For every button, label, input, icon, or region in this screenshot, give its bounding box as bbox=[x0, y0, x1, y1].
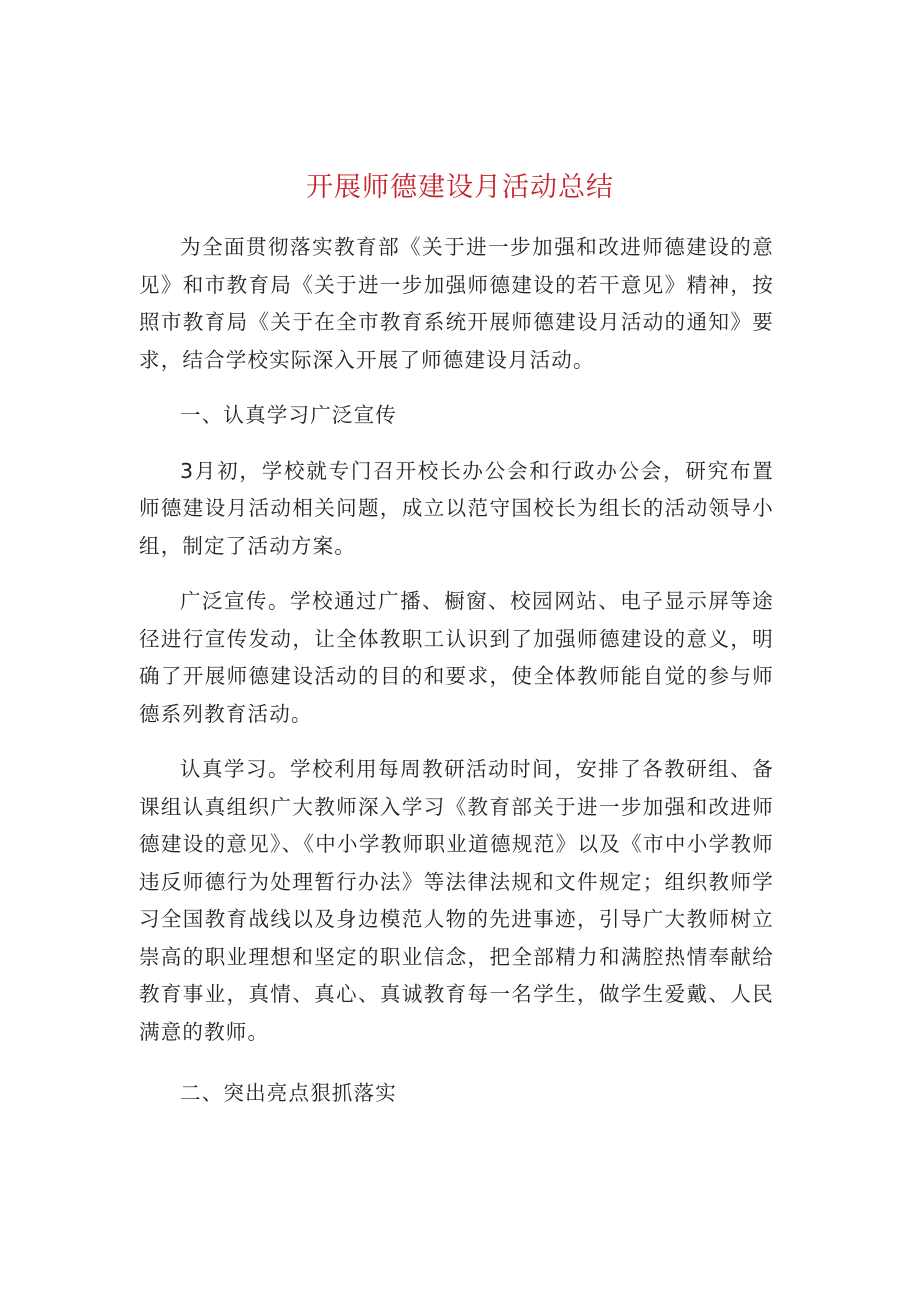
intro-paragraph: 为全面贯彻落实教育部《关于进一步加强和改进师德建设的意见》和市教育局《关于进一步加强师德建设的若干意见》精神，按照市教育局《关于在全市教育系统开展师德建设月活动的通知》要求，结合学校实际深入开展了师德建设月活动。 bbox=[139, 235, 774, 372]
section-heading-2: 二、突出亮点狠抓落实 bbox=[180, 1081, 397, 1105]
section-heading-1: 一、认真学习广泛宣传 bbox=[180, 403, 397, 427]
document-body bbox=[139, 229, 774, 1131]
document-title: 开展师德建设月活动总结 bbox=[306, 172, 614, 203]
body-paragraph-3: 认真学习。学校利用每周教研活动时间，安排了各教研组、备课组认真组织广大教师深入学习《教育部关于进一步加强和改进师德建设的意见》、《中小学教师职业道德规范》以及《市中小学教师违反师德行为处理暂行办法》等法律法规和文件规定；组织教师学习全国教育战线以及身边模范人物的先进事迹，引导广大教师树立崇高的职业理想和坚定的职业信念，把全部精力和满腔热情奉献给教育事业，真情、真心、真诚教育每一名学生，做学生爱戴、人民满意的教师。 bbox=[139, 757, 774, 1044]
body-paragraph-2: 广泛宣传。学校通过广播、橱窗、校园网站、电子显示屏等途径进行宣传发动，让全体教职工认识到了加强师德建设的意义，明确了开展师德建设活动的目的和要求，使全体教师能自觉的参与师德系列教育活动。 bbox=[139, 589, 774, 726]
body-paragraph-1: 3月初，学校就专门召开校长办公会和行政办公会，研究布置师德建设月活动相关问题，成立以范守国校长为组长的活动领导小组，制定了活动方案。 bbox=[139, 458, 774, 558]
